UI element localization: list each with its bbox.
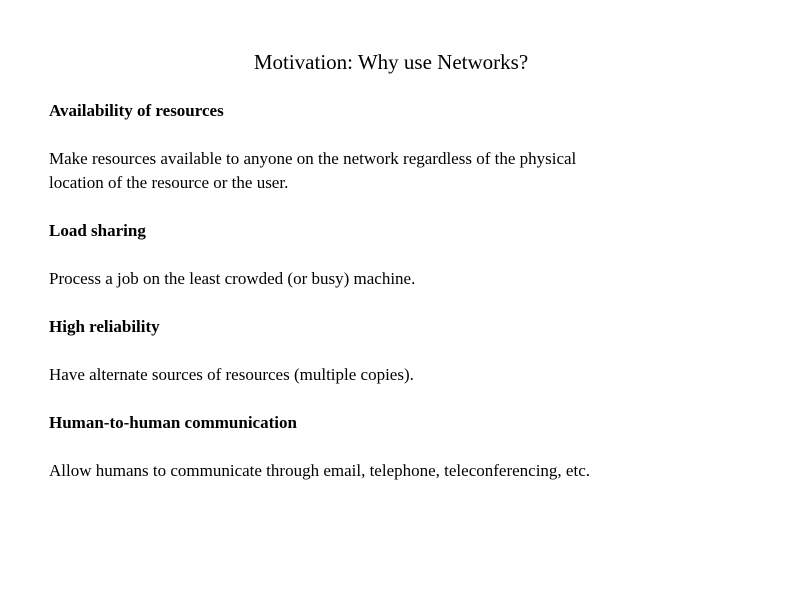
slide-title: Motivation: Why use Networks?	[253, 50, 529, 74]
section-text-line: Have alternate sources of resources (multiple copies).	[49, 365, 414, 384]
section-heading-availability: Availability of resources	[49, 101, 224, 120]
section-text-line: Allow humans to communicate through email, telephone, teleconferencing, etc.	[49, 461, 590, 480]
section-text-communication	[49, 459, 749, 483]
section-text-availability	[49, 147, 749, 195]
section-text-line: location of the resource or the user.	[49, 173, 289, 192]
section-text-line: Process a job on the least crowded (or busy) machine.	[49, 269, 416, 288]
section-text-load-sharing	[49, 267, 749, 291]
section-heading-reliability: High reliability	[49, 317, 160, 336]
section-heading-communication: Human-to-human communication	[49, 413, 297, 432]
section-text-line: Make resources available to anyone on the network regardless of the physical	[49, 149, 577, 168]
section-text-reliability	[49, 363, 749, 387]
section-heading-load-sharing: Load sharing	[49, 221, 146, 240]
